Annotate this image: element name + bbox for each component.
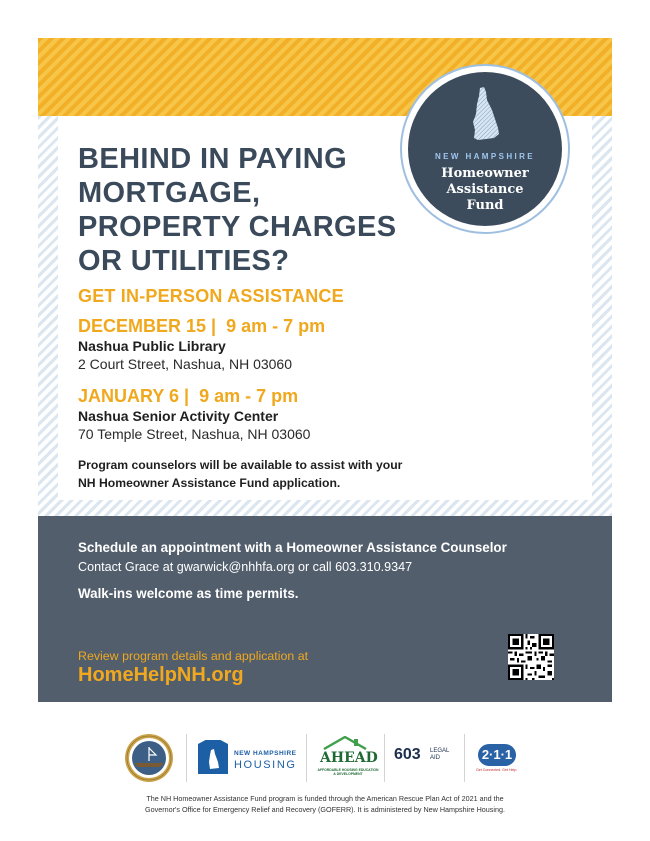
event-venue: Nashua Senior Activity Center [78,408,279,424]
event-date-day: DECEMBER 15 | [78,316,217,336]
legal-aid-number: 603 [394,746,421,763]
event-address: 70 Temple Street, Nashua, NH 03060 [78,426,311,442]
note-line: Program counselors will be available to assist with your [78,458,403,472]
two-one-one-logo [474,738,524,778]
event-date-day: JANUARY 6 | [78,386,190,406]
review-label: Review program details and application at [78,649,309,663]
schedule-heading: Schedule an appointment with a Homeowner Assistance Counselor [78,540,507,555]
event-address: 2 Court Street, Nashua, NH 03060 [78,356,293,372]
ahead-roof-icon [322,736,368,750]
legal-aid-text-line: LEGAL [430,748,450,754]
two-one-one-number: 2·1·1 [478,744,516,766]
event-time: 9 am - 7 pm [226,316,326,336]
website-link[interactable]: HomeHelpNH.org [78,664,244,686]
event-date [78,316,325,337]
partner-logos [110,728,550,788]
note-line: NH Homeowner Assistance Fund application. [78,476,341,490]
ahead-logo [316,736,379,782]
legal-aid-text-line: AID [430,755,441,761]
state-seal-icon [124,733,174,783]
event-time: 9 am - 7 pm [199,386,299,406]
funding-footer [70,793,580,815]
footer-line: Governor's Office for Emergency Relief and Recovery (GOFERR). It is administered by New Hampshire Housing. [145,805,505,814]
logo-divider [464,734,465,782]
nh-state-icon [468,86,502,144]
event-venue: Nashua Public Library [78,338,226,354]
ahead-subtitle: AFFORDABLE HOUSING EDUCATION & DEVELOPMENT [317,768,379,776]
nh-housing-bottom-text: HOUSING [234,759,297,771]
headline-line: MORTGAGE, [78,177,261,209]
nh-housing-mark-icon [198,740,228,774]
badge-title-line: Homeowner [441,166,529,181]
event-date [78,386,298,407]
legal-aid-logo [394,742,454,776]
logo-divider [384,734,385,782]
two-one-one-tagline: Get Connected. Get Help. [476,768,518,772]
headline-line: OR UTILITIES? [78,245,290,277]
footer-line: The NH Homeowner Assistance Fund program is funded through the American Rescue Plan Act of 2021 and the [146,794,504,803]
badge-state-label: NEW HAMPSHIRE [434,152,536,161]
walkins-note: Walk-ins welcome as time permits. [78,586,299,601]
subheading: GET IN-PERSON ASSISTANCE [78,286,344,306]
logo-divider [186,734,187,782]
nh-housing-logo [198,738,298,778]
nh-housing-top-text: NEW HAMPSHIRE [234,750,297,757]
headline-line: PROPERTY CHARGES [78,211,397,243]
badge-title-line: Assistance [446,182,524,197]
counselor-note [78,456,498,492]
legal-aid-text [430,748,449,762]
contact-details[interactable]: Contact Grace at gwarwick@nhhfa.org or call 603.310.9347 [78,560,413,574]
contact-panel [38,516,612,702]
badge-title-line: Fund [466,198,504,213]
qr-code-icon[interactable] [508,634,554,680]
logo-divider [306,734,307,782]
headline [78,142,438,278]
ahead-name: AHEAD [320,750,378,766]
headline-line: BEHIND IN PAYING [78,143,348,175]
